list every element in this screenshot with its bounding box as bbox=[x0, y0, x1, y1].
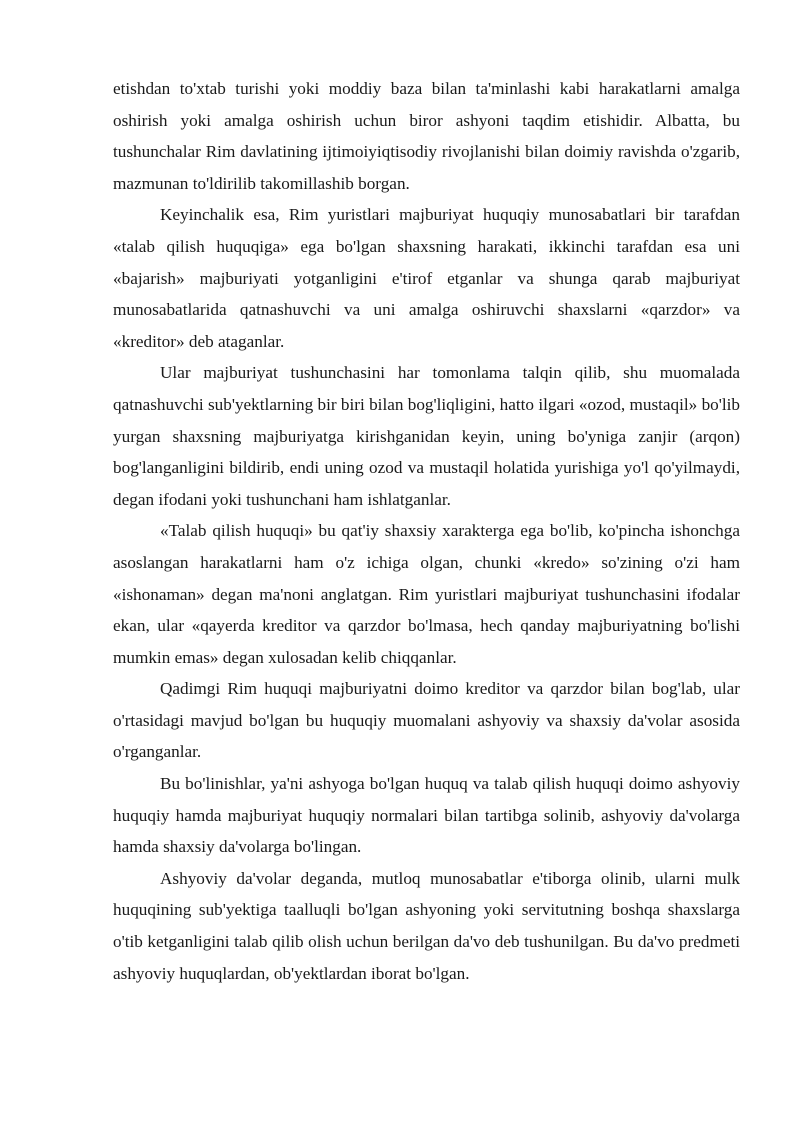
document-page bbox=[113, 73, 740, 989]
paragraph-rim-yuristlari: Keyinchalik esa, Rim yuristlari majburiyat huquqiy munosabatlari bir tarafdan «talab qilish huquqiga» ega bo'lgan shaxsning harakati, ikkinchi tarafdan esa uni «bajarish» majburiyati yotganligini e'tirof etganlar va shunga qarab majburiyat munosabatlarida qatnashuvchi va uni amalga oshiruvchi shaxslarni «qarzdor» va «kreditor» deb ataganlar. bbox=[113, 205, 740, 351]
paragraph-talab-qilish-huquqi: «Talab qilish huquqi» bu qat'iy shaxsiy xarakterga ega bo'lib, ko'pincha ishonchga asoslangan harakatlarni ham o'z ichiga olgan, chunki «kredo» so'zining o'zi ham «ishonaman» degan ma'noni anglatgan. Rim yuristlari majburiyat tushunchasini ifodalar ekan, ular «qayerda kreditor va qarzdor bo'lmasa, hech qanday majburiyatning bo'lishi mumkin emas» degan xulosadan kelib chiqqanlar. bbox=[113, 521, 740, 667]
paragraph-qadimgi-rim: Qadimgi Rim huquqi majburiyatni doimo kreditor va qarzdor bilan bog'lab, ular o'rtasidagi mavjud bo'lgan bu huquqiy muomalani ashyoviy va shaxsiy da'volar asosida o'rganganlar. bbox=[113, 679, 740, 762]
paragraph-ashyoviy-davolar: Ashyoviy da'volar deganda, mutloq munosabatlar e'tiborga olinib, ularni mulk huquqining sub'yektiga taalluqli bo'lgan ashyoning yoki servitutning boshqa shaxslarga o'tib ketganligini talab qilib olish uchun berilgan da'vo deb tushunilgan. Bu da'vo predmeti ashyoviy huquqlardan, ob'yektlardan iborat bo'lgan. bbox=[113, 868, 740, 983]
paragraph-continuation: etishdan to'xtab turishi yoki moddiy baza bilan ta'minlashi kabi harakatlarni amalga oshirish yoki amalga oshirish uchun biror ashyoni taqdim etishidir. Albatta, bu tushunchalar Rim davlatining ijtimoiyiqtisodiy rivojlanishi bilan doimiy ravishda o'zgarib, mazmunan to'ldirilib takomillashib borgan. bbox=[113, 79, 740, 193]
paragraph-bolinishlar: Bu bo'linishlar, ya'ni ashyoga bo'lgan huquq va talab qilish huquqi doimo ashyoviy huquqiy hamda majburiyat huquqiy normalari bilan tartibga solinib, ashyoviy da'volarga hamda shaxsiy da'volarga bo'lingan. bbox=[113, 774, 740, 857]
paragraph-majburiyat-tushunchasi: Ular majburiyat tushunchasini har tomonlama talqin qilib, shu muomalada qatnashuvchi sub'yektlarning bir biri bilan bog'liqligini, hatto ilgari «ozod, mustaqil» bo'lib yurgan shaxsning majburiyatga kirishganidan keyin, uning bo'yniga zanjir (arqon) bog'langanligini bildirib, endi uning ozod va mustaqil holatida yurishiga yo'l qo'yilmaydi, degan ifodani yoki tushunchani ham ishlatganlar. bbox=[113, 363, 740, 509]
